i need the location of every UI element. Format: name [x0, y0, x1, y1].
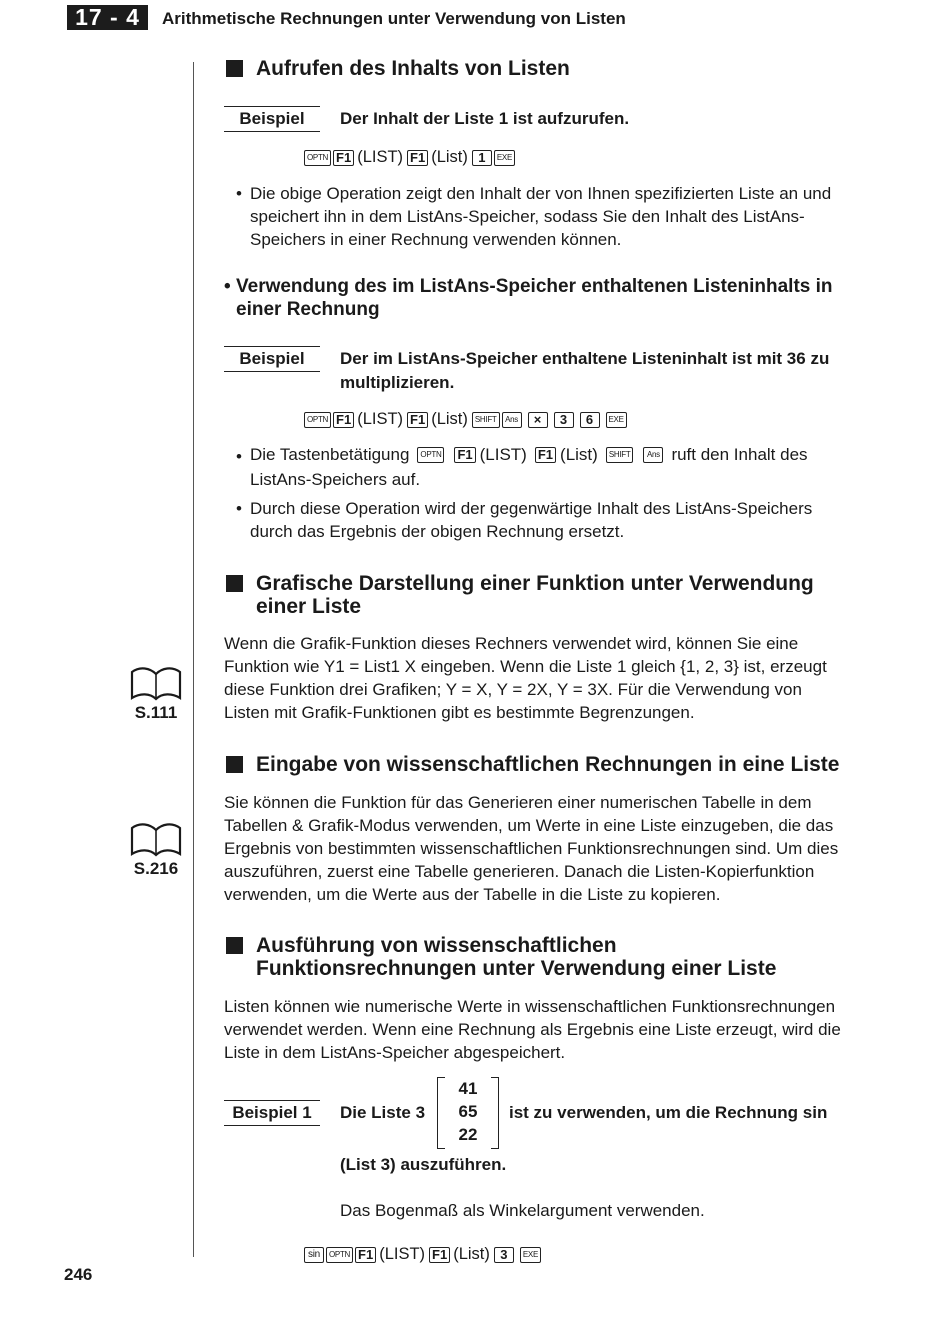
example-text: ist zu verwenden, um die Rechnung sin — [509, 1103, 828, 1122]
example-text: Der im ListAns-Speicher enthaltene Listeninhalt ist mit 36 zu — [340, 349, 830, 368]
key-caption: (List) — [560, 445, 598, 464]
key-sequence — [304, 148, 515, 167]
key-sequence — [304, 1245, 541, 1264]
digit-key: 6 — [580, 412, 600, 428]
matrix-cell: 65 — [458, 1102, 478, 1121]
bullet-text: ruft den Inhalt des — [671, 445, 808, 464]
section-bullet-icon — [226, 60, 243, 77]
page-number: 246 — [64, 1265, 93, 1284]
matrix-cell: 22 — [458, 1125, 478, 1144]
bullet-dot: • — [236, 499, 242, 518]
section-bullet-icon — [226, 937, 243, 954]
key-caption: (LIST) — [379, 1245, 426, 1263]
section-title: Funktionsrechnungen unter Verwendung einer Liste — [256, 957, 777, 980]
bullet-line: Speichers in einer Rechnung verwenden können. — [250, 230, 622, 249]
bullet-dot: • — [236, 447, 242, 466]
digit-key: 3 — [494, 1247, 514, 1263]
section-bullet-icon — [226, 756, 243, 773]
optn-key: OPTN — [417, 447, 444, 463]
optn-key: OPTN — [304, 150, 331, 166]
sin-key: sin — [304, 1247, 324, 1263]
bullet-dot: • — [236, 184, 242, 203]
book-reference-icon — [130, 822, 182, 858]
example-label: Beispiel — [224, 106, 320, 132]
bullet-line: durch das Ergebnis der obigen Rechnung ersetzt. — [250, 522, 625, 541]
page-reference: S.216 — [133, 859, 179, 878]
body-line: verwendet werden. Wenn eine Rechnung als Ergebnis eine Liste erzeugt, wird die — [224, 1020, 841, 1039]
body-line: Tabellen & Grafik-Modus verwenden, um Werte in eine Liste einzugeben, die das — [224, 816, 834, 835]
key-caption: (LIST) — [479, 445, 527, 464]
ans-key: Ans — [502, 412, 522, 428]
key-caption: (List) — [453, 1245, 490, 1263]
key-caption: (LIST) — [357, 148, 404, 166]
example-text: (List 3) auszuführen. — [340, 1155, 507, 1174]
example-text: Der Inhalt der Liste 1 ist aufzurufen. — [340, 109, 630, 128]
key-caption: (List) — [431, 410, 468, 428]
exe-key: EXE — [606, 412, 627, 428]
list-matrix — [437, 1077, 499, 1147]
section-title: Grafische Darstellung einer Funktion unter Verwendung — [256, 572, 814, 595]
chapter-title: Arithmetische Rechnungen unter Verwendung von Listen — [162, 9, 626, 28]
f1-key: F1 — [429, 1247, 450, 1263]
f1-key: F1 — [535, 447, 556, 463]
shift-key: SHIFT — [606, 447, 634, 463]
ans-key: Ans — [643, 447, 663, 463]
key-caption: (LIST) — [357, 410, 404, 428]
body-line: Ergebnis von bestimmten wissenschaftlichen Funktionsrechnungen sind. Um dies — [224, 839, 839, 858]
subsection-title: einer Rechnung — [236, 299, 380, 320]
book-reference-icon — [130, 666, 182, 702]
section-bullet-icon — [226, 575, 243, 592]
section-title: Aufrufen des Inhalts von Listen — [256, 57, 570, 80]
multiply-key: × — [528, 412, 548, 428]
note-text: Das Bogenmaß als Winkelargument verwenden. — [340, 1201, 705, 1220]
matrix-cell: 41 — [458, 1079, 478, 1098]
example-label: Beispiel — [224, 346, 320, 372]
f1-key: F1 — [355, 1247, 376, 1263]
chapter-badge: 17 - 4 — [67, 5, 148, 30]
shift-key: SHIFT — [472, 412, 500, 428]
body-line: auszuführen, zuerst eine Tabelle generieren. Danach die Listen-Kopierfunktion — [224, 862, 815, 881]
body-line: diese Funktion drei Grafiken; Y = X, Y = 2X, Y = 3X. Für die Verwendung von — [224, 680, 802, 699]
bullet-line: Durch diese Operation wird der gegenwärtige Inhalt des ListAns-Speichers — [250, 499, 813, 518]
digit-key: 3 — [554, 412, 574, 428]
optn-key: OPTN — [304, 412, 331, 428]
example-text: Die Liste 3 — [340, 1103, 426, 1122]
body-line: Liste in dem ListAns-Speicher abgespeichert. — [224, 1043, 566, 1062]
body-line: Listen können wie numerische Werte in wissenschaftlichen Funktionsrechnungen — [224, 997, 836, 1016]
body-line: Sie können die Funktion für das Generieren einer numerischen Tabelle in dem — [224, 793, 812, 812]
bullet-line: speichert ihn in dem ListAns-Speicher, sodass Sie den Inhalt des ListAns- — [250, 207, 805, 226]
digit-key: 1 — [472, 150, 492, 166]
f1-key: F1 — [407, 150, 428, 166]
bullet-text: Die Tastenbetätigung — [250, 445, 410, 464]
key-caption: (List) — [431, 148, 468, 166]
f1-key: F1 — [333, 150, 354, 166]
subsection-title: Verwendung des im ListAns-Speicher enthaltenen Listeninhalts in — [236, 276, 833, 297]
exe-key: EXE — [494, 150, 515, 166]
bullet-line: ListAns-Speichers auf. — [250, 470, 421, 489]
page-reference: S.111 — [134, 703, 178, 722]
key-sequence — [304, 410, 627, 429]
f1-key: F1 — [333, 412, 354, 428]
exe-key: EXE — [520, 1247, 541, 1263]
body-line: Wenn die Grafik-Funktion dieses Rechners verwendet wird, können Sie eine — [224, 634, 799, 653]
section-title: Ausführung von wissenschaftlichen — [256, 934, 617, 957]
subsection-bullet: • — [224, 276, 231, 297]
section-title: einer Liste — [256, 595, 362, 618]
body-line: Funktion wie Y1 = List1 X eingeben. Wenn die Liste 1 gleich {1, 2, 3} ist, erzeugt — [224, 657, 827, 676]
optn-key: OPTN — [326, 1247, 353, 1263]
body-line: Listen mit Grafik-Funktionen gibt es bestimmte Begrenzungen. — [224, 703, 695, 722]
bullet-line: Die obige Operation zeigt den Inhalt der von Ihnen spezifizierten Liste an und — [250, 184, 832, 203]
section-title: Eingabe von wissenschaftlichen Rechnungen in eine Liste — [256, 753, 840, 776]
margin-rule — [193, 62, 194, 1257]
body-line: verwenden, um die Werte aus der Tabelle in die Liste zu kopieren. — [224, 885, 721, 904]
f1-key: F1 — [454, 447, 475, 463]
f1-key: F1 — [407, 412, 428, 428]
bullet-line — [250, 445, 808, 465]
example-text: multiplizieren. — [340, 373, 455, 392]
example-label: Beispiel 1 — [224, 1100, 320, 1126]
